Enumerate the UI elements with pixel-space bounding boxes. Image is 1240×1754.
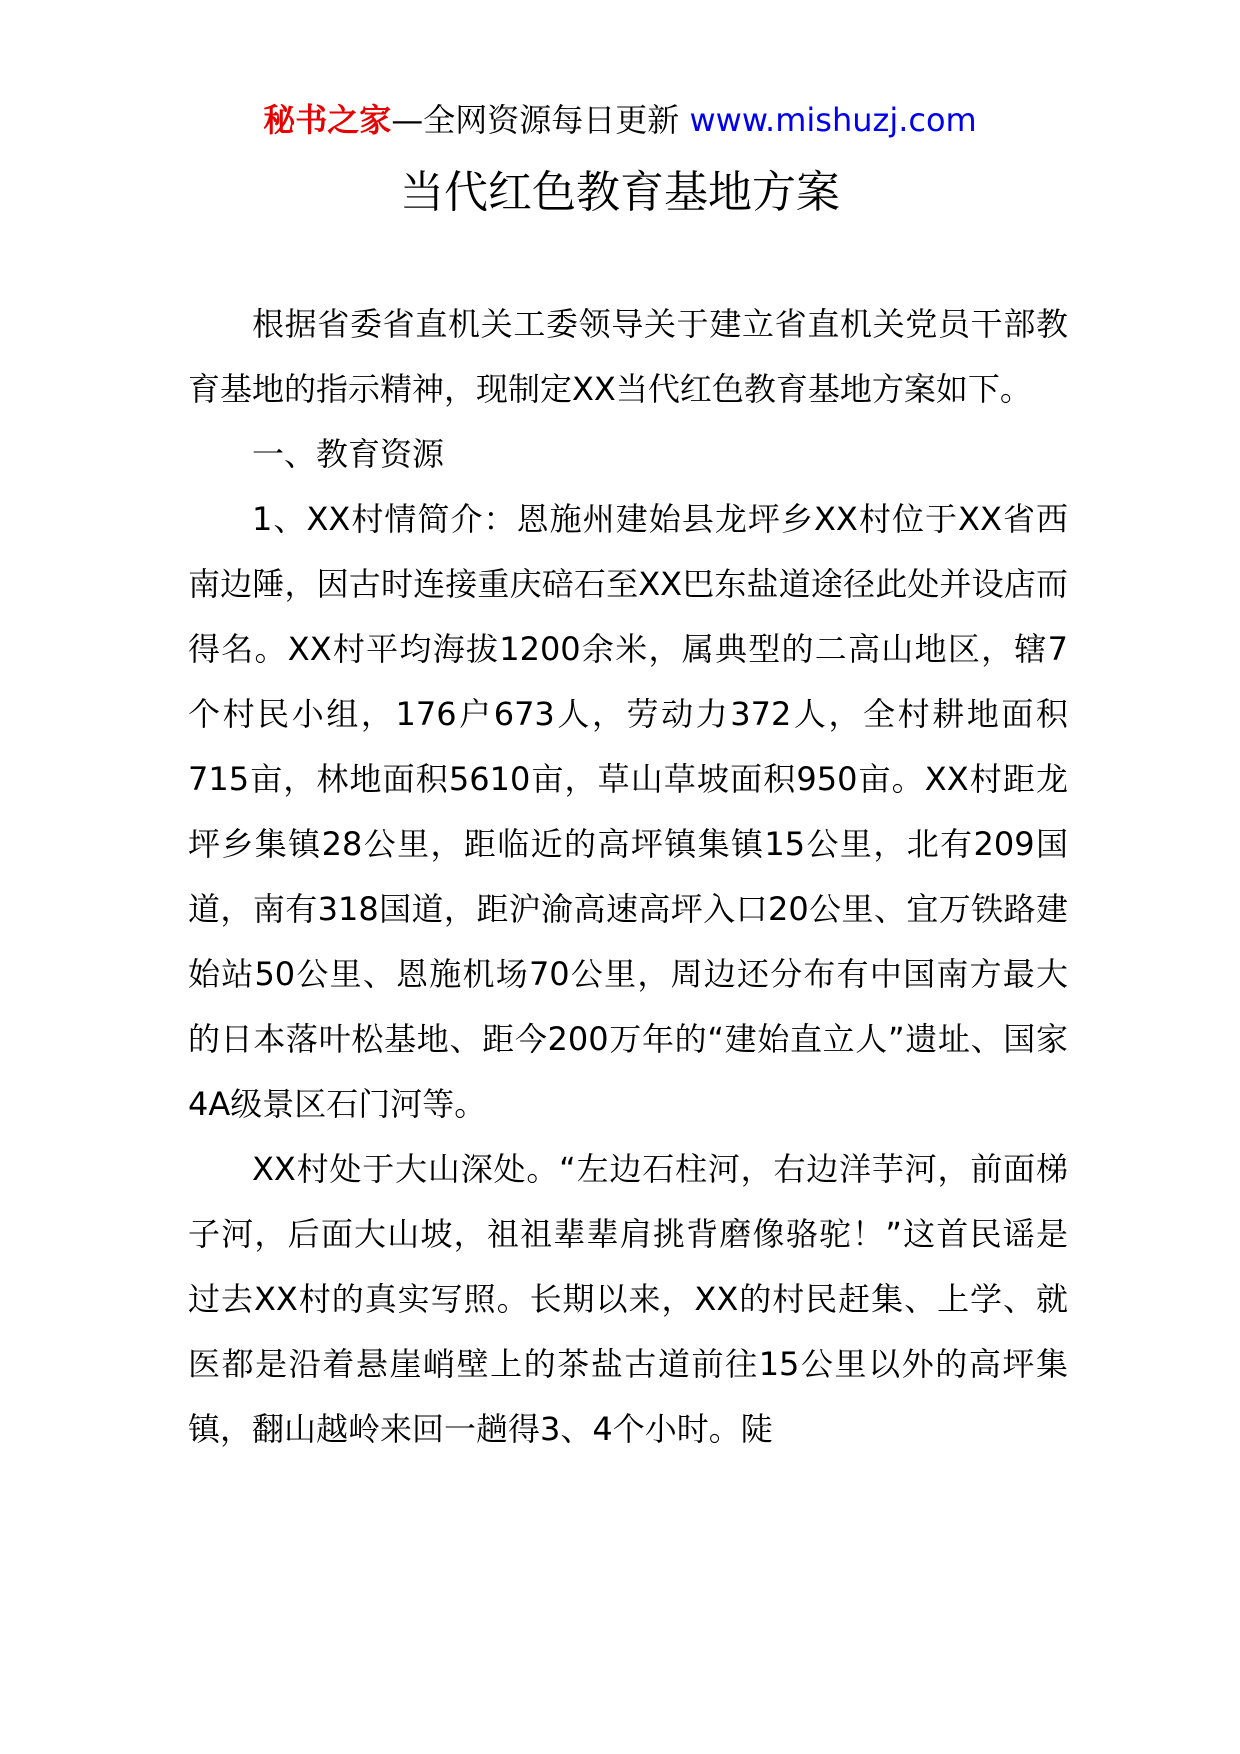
- section-heading-education-resources: 一、教育资源: [252, 435, 445, 473]
- brand-name: 秘书之家: [263, 101, 392, 139]
- village-history-paragraph: XX村处于大山深处。“左边石柱河，右边洋芋河，前面梯子河，后面大山坡，祖祖辈辈肩挑背磨像骆驼！”这首民谣是过去XX村的真实写照。长期以来，XX的村民赶集、上学、就医都是沿着悬崖峭壁上的茶盐古道前往15公里以外的高坪集镇，翻山越岭来回一趟得3、4个小时。陡: [188, 1150, 1068, 1448]
- document-title: 当代红色教育基地方案: [400, 167, 840, 218]
- intro-paragraph: 根据省委省直机关工委领导关于建立省直机关党员干部教育基地的指示精神，现制定XX当代红色教育基地方案如下。: [188, 305, 1068, 408]
- site-header: [0, 98, 1240, 142]
- village-overview-paragraph: 1、XX村情简介：恩施州建始县龙坪乡XX村位于XX省西南边陲，因古时连接重庆碚石至XX巴东盐道途径此处并设店而得名。XX村平均海拔1200余米，属典型的二高山地区，辖7个村民小组，176户673人，劳动力372人，全村耕地面积715亩，林地面积5610亩，草山草坡面积950亩。XX村距龙坪乡集镇28公里，距临近的高坪镇集镇15公里，北有209国道，南有318国道，距沪渝高速高坪入口20公里、宜万铁路建始站50公里、恩施机场70公里，周边还分布有中国南方最大的日本落叶松基地、距今200万年的“建始直立人”遗址、国家4A级景区石门河等。: [188, 500, 1068, 1123]
- site-slogan: —全网资源每日更新: [391, 101, 680, 139]
- site-url-link[interactable]: www.mishuzj.com: [689, 101, 977, 139]
- document-body: [188, 292, 1068, 1462]
